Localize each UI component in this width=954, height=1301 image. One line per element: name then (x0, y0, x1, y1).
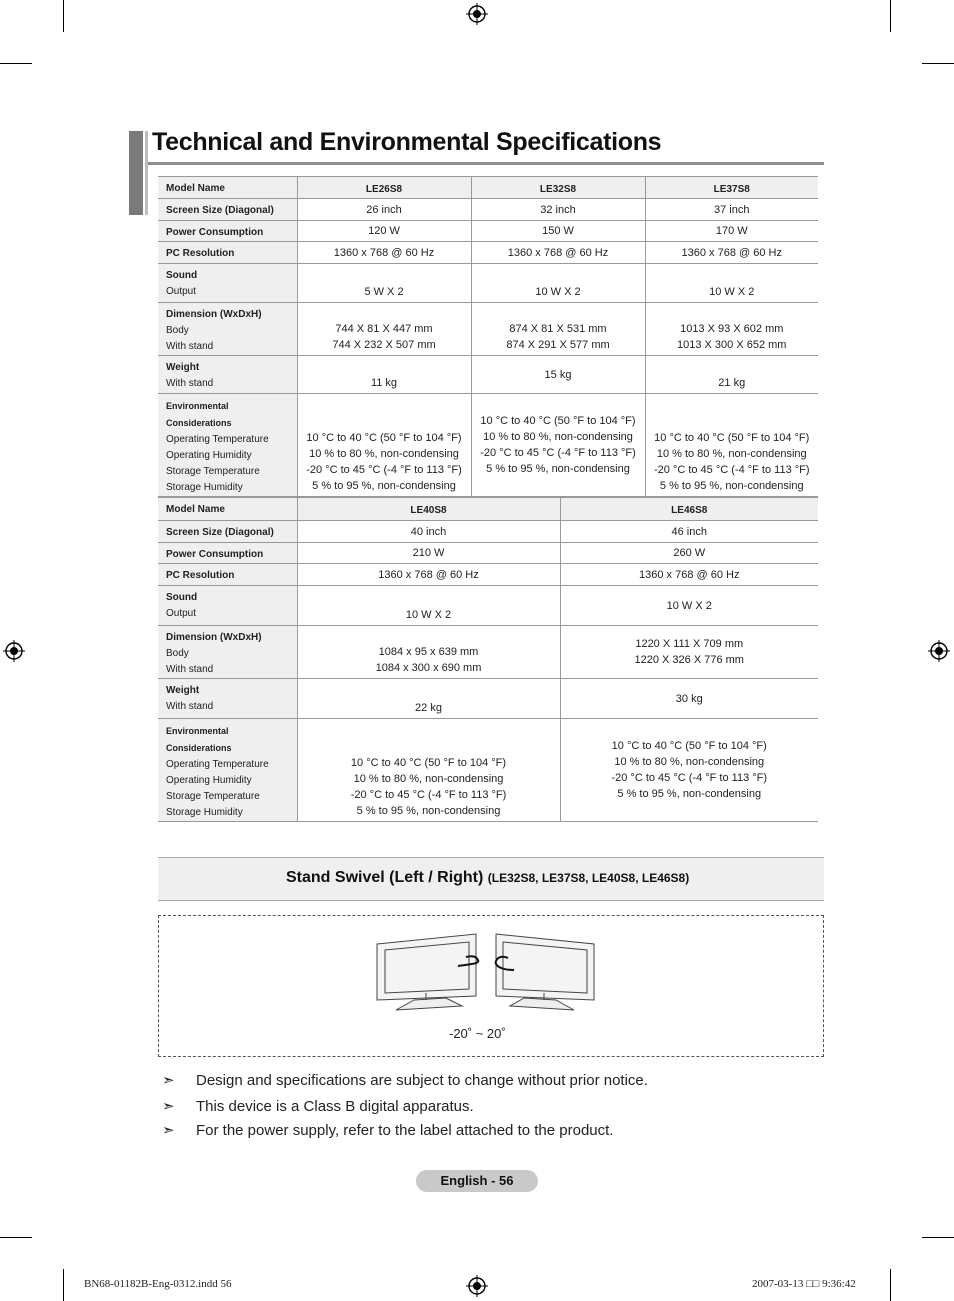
table-row (158, 679, 818, 719)
row-label: Sound (166, 592, 198, 603)
crop-mark (0, 63, 32, 64)
env-value: 5 % to 95 %, non-condensing (659, 480, 804, 492)
registration-mark-icon (466, 1275, 488, 1297)
crop-mark (922, 1237, 954, 1238)
table-cell: 260 W (560, 543, 818, 564)
spec-table-2 (158, 497, 818, 822)
env-value: 10 % to 80 %, non-condensing (483, 431, 633, 443)
env-value: 10 °C to 40 °C (50 °F to 104 °F) (654, 432, 810, 444)
row-sublabel: Operating Temperature (166, 434, 269, 445)
page-number-badge: English - 56 (416, 1170, 538, 1192)
row-label: PC Resolution (166, 248, 235, 259)
row-label: Dimension (WxDxH) (166, 309, 262, 320)
row-sublabel: Output (166, 286, 197, 297)
row-sublabel: With stand (166, 664, 214, 675)
swivel-title-text: Stand Swivel (Left / Right) (286, 869, 484, 886)
row-sublabel: With stand (166, 378, 214, 389)
dimension-body: 1084 x 95 x 639 mm (378, 646, 479, 658)
tv-right-icon (496, 934, 594, 1010)
crop-mark (63, 1269, 64, 1301)
table-cell (560, 719, 818, 822)
table-row (158, 521, 818, 543)
row-label: Model Name (166, 183, 225, 194)
row-label: Screen Size (Diagonal) (166, 205, 274, 216)
table-cell: 210 W (297, 543, 560, 564)
table-cell: 10 W X 2 (297, 586, 560, 626)
model-name-cell: LE37S8 (645, 177, 818, 199)
env-value: 5 % to 95 %, non-condensing (312, 480, 456, 492)
swivel-angle: -20˚ ~ 20˚ (449, 1026, 506, 1041)
dimension-stand: 874 X 291 X 577 mm (506, 339, 610, 351)
env-value: 10 % to 80 %, non-condensing (309, 448, 459, 460)
env-value: 10 °C to 40 °C (50 °F to 104 °F) (306, 432, 462, 444)
table-cell (471, 303, 645, 356)
row-label: Environmental Considerations (166, 726, 232, 753)
crop-mark (63, 0, 64, 32)
dimension-body: 874 X 81 X 531 mm (509, 323, 607, 335)
note-text: Design and specifications are subject to change without prior notice. (196, 1072, 648, 1089)
model-name-cell: LE32S8 (471, 177, 645, 199)
swivel-title (286, 869, 689, 887)
title-rule (148, 162, 824, 165)
registration-mark-icon (466, 3, 488, 25)
table-cell: 10 W X 2 (471, 264, 645, 303)
dimension-stand: 1220 X 326 X 776 mm (634, 654, 744, 666)
env-value: -20 °C to 45 °C (-4 °F to 113 °F) (350, 789, 507, 801)
table-cell: 120 W (297, 221, 471, 242)
row-sublabel: Operating Humidity (166, 775, 252, 786)
env-value: 5 % to 95 %, non-condensing (617, 788, 762, 800)
table-cell: 21 kg (645, 356, 818, 394)
arrow-bullet-icon: ➣ (162, 1072, 175, 1089)
table-cell: 1360 x 768 @ 60 Hz (471, 242, 645, 264)
dimension-stand: 1013 X 300 X 652 mm (677, 339, 787, 351)
env-value: -20 °C to 45 °C (-4 °F to 113 °F) (653, 464, 810, 476)
spec-table-1 (158, 176, 818, 497)
table-cell: 46 inch (560, 521, 818, 543)
table-row (158, 356, 818, 394)
env-value: 10 % to 80 %, non-condensing (353, 773, 504, 785)
crop-mark (0, 1237, 32, 1238)
table-row (158, 564, 818, 586)
crop-mark (890, 0, 891, 32)
tv-left-icon (377, 934, 476, 1010)
note-text: For the power supply, refer to the label attached to the product. (196, 1122, 614, 1139)
row-sublabel: With stand (166, 341, 214, 352)
env-value: 10 °C to 40 °C (50 °F to 104 °F) (350, 757, 507, 769)
note-item (162, 1097, 474, 1115)
table-cell: 150 W (471, 221, 645, 242)
row-label: Screen Size (Diagonal) (166, 527, 274, 538)
row-sublabel: Operating Humidity (166, 450, 252, 461)
table-cell: 1360 x 768 @ 60 Hz (560, 564, 818, 586)
table-row (158, 199, 818, 221)
dimension-stand: 744 X 232 X 507 mm (332, 339, 436, 351)
table-cell: 1360 x 768 @ 60 Hz (297, 242, 471, 264)
table-cell: 15 kg (471, 356, 645, 394)
row-sublabel: Body (166, 648, 189, 659)
crop-mark (890, 1269, 891, 1301)
table-row (158, 498, 818, 521)
table-row (158, 177, 818, 199)
table-cell: 5 W X 2 (297, 264, 471, 303)
model-name-cell: LE26S8 (297, 177, 471, 199)
row-label: Power Consumption (166, 549, 264, 560)
table-row (158, 221, 818, 242)
env-value: -20 °C to 45 °C (-4 °F to 113 °F) (306, 464, 462, 476)
table-cell: 26 inch (297, 199, 471, 221)
table-cell (645, 303, 818, 356)
table-row (158, 242, 818, 264)
dimension-body: 744 X 81 X 447 mm (335, 323, 433, 335)
table-row (158, 719, 818, 822)
title-accent-bar (145, 131, 148, 215)
row-sublabel: Storage Humidity (166, 807, 243, 818)
table-cell (471, 394, 645, 497)
page-title: Technical and Environmental Specifications (152, 128, 662, 156)
row-label: PC Resolution (166, 570, 235, 581)
table-cell: 22 kg (297, 679, 560, 719)
model-name-cell: LE40S8 (297, 498, 560, 521)
title-accent-bar (129, 131, 143, 215)
env-value: -20 °C to 45 °C (-4 °F to 113 °F) (611, 772, 768, 784)
row-sublabel: Output (166, 608, 197, 619)
arrow-bullet-icon: ➣ (162, 1122, 175, 1139)
dimension-stand: 1084 x 300 x 690 mm (375, 662, 482, 674)
row-label: Power Consumption (166, 227, 264, 238)
table-cell (297, 394, 471, 497)
table-cell (297, 303, 471, 356)
table-cell: 10 W X 2 (645, 264, 818, 303)
row-sublabel: Operating Temperature (166, 759, 269, 770)
table-cell (297, 626, 560, 679)
table-cell: 10 W X 2 (560, 586, 818, 626)
tv-swivel-illustration (374, 930, 599, 1016)
row-label: Weight (166, 685, 200, 696)
env-value: -20 °C to 45 °C (-4 °F to 113 °F) (480, 447, 636, 459)
table-cell (645, 394, 818, 497)
note-item (162, 1071, 648, 1089)
table-cell: 40 inch (297, 521, 560, 543)
env-value: 5 % to 95 %, non-condensing (486, 463, 630, 475)
table-row (158, 626, 818, 679)
footer-date: 2007-03-13 □□ 9:36:42 (752, 1278, 856, 1290)
registration-mark-icon (928, 640, 950, 662)
row-sublabel: Storage Temperature (166, 466, 260, 477)
row-label: Weight (166, 362, 200, 373)
table-cell: 170 W (645, 221, 818, 242)
table-cell: 37 inch (645, 199, 818, 221)
table-row (158, 543, 818, 564)
swivel-models: (LE32S8, LE37S8, LE40S8, LE46S8) (487, 871, 690, 885)
note-item (162, 1121, 613, 1139)
env-value: 5 % to 95 %, non-condensing (356, 805, 501, 817)
model-name-cell: LE46S8 (560, 498, 818, 521)
table-cell: 1360 x 768 @ 60 Hz (297, 564, 560, 586)
crop-mark (922, 63, 954, 64)
table-cell: 1360 x 768 @ 60 Hz (645, 242, 818, 264)
table-cell (560, 626, 818, 679)
table-cell: 32 inch (471, 199, 645, 221)
table-cell (297, 719, 560, 822)
row-label: Model Name (166, 504, 225, 515)
env-value: 10 °C to 40 °C (50 °F to 104 °F) (611, 740, 767, 752)
footer-filename: BN68-01182B-Eng-0312.indd 56 (84, 1278, 232, 1290)
dimension-body: 1013 X 93 X 602 mm (680, 323, 784, 335)
arrow-bullet-icon: ➣ (162, 1098, 175, 1115)
table-row (158, 394, 818, 497)
table-row (158, 264, 818, 303)
table-row (158, 303, 818, 356)
row-sublabel: Body (166, 325, 189, 336)
row-sublabel: Storage Temperature (166, 791, 260, 802)
env-value: 10 % to 80 %, non-condensing (614, 756, 765, 768)
dimension-body: 1220 X 111 X 709 mm (635, 638, 744, 650)
env-value: 10 % to 80 %, non-condensing (656, 448, 807, 460)
table-cell: 11 kg (297, 356, 471, 394)
row-label: Environmental Considerations (166, 401, 232, 428)
row-sublabel: Storage Humidity (166, 482, 243, 493)
env-value: 10 °C to 40 °C (50 °F to 104 °F) (480, 415, 636, 427)
row-sublabel: With stand (166, 701, 214, 712)
table-cell: 30 kg (560, 679, 818, 719)
table-row (158, 586, 818, 626)
row-label: Dimension (WxDxH) (166, 632, 262, 643)
note-text: This device is a Class B digital apparatus. (196, 1098, 474, 1115)
registration-mark-icon (3, 640, 25, 662)
row-label: Sound (166, 270, 198, 281)
